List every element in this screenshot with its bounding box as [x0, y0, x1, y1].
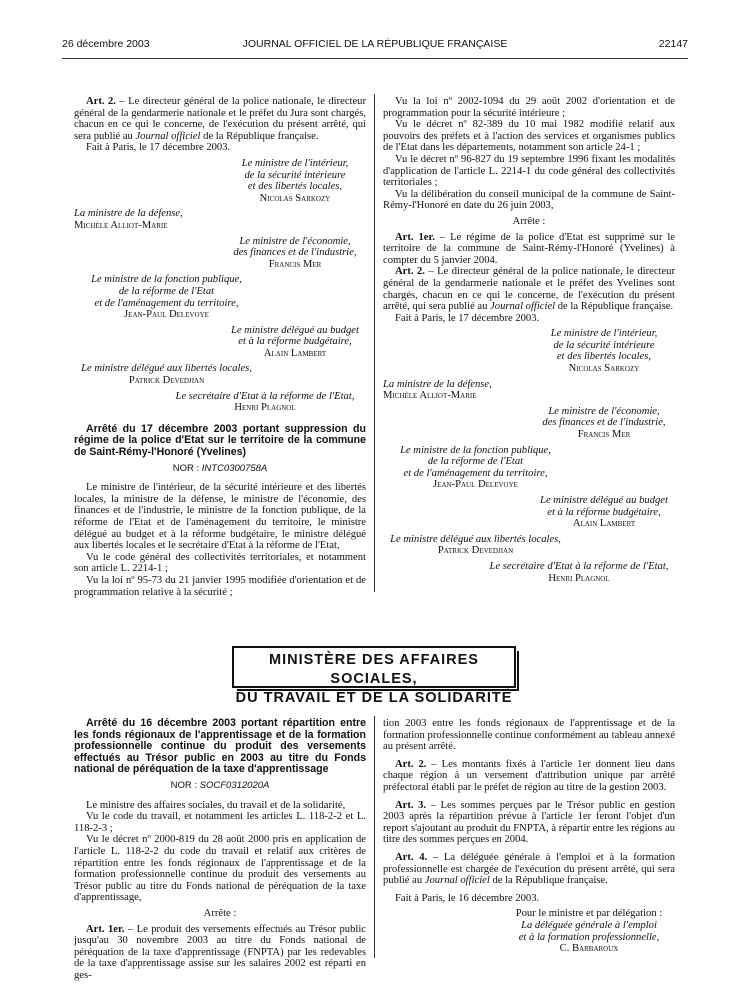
column-divider-top [374, 94, 375, 592]
signature-budget: Le ministre délégué au budget et à la réforme budgétaire, Alain Lambert [231, 324, 359, 359]
left-column-top [74, 96, 366, 598]
arrete-title: Arrêté du 16 décembre 2003 portant répartition entre les fonds régionaux de l'apprentissage et de la formation professionnelle continue du produit des versements effectués au Trésor public en 2003 au titre du Fonds national de péréquation de la taxe d'apprentissage [74, 717, 366, 776]
ministry-heading-line1: MINISTÈRE DES AFFAIRES SOCIALES, [269, 652, 479, 687]
visa-paragraph: Vu le code du travail, et notamment les articles L. 118-2-2 et L. 118-2-3 ; [74, 811, 366, 834]
nor-reference: NOR : SOCF0312020A [170, 779, 270, 791]
ministry-heading-box [232, 646, 516, 706]
signature-fonction-publique: Le ministre de la fonction publique, de la réforme de l'Etat et de l'aménagement du territoire, Jean-Paul Delevoye [400, 444, 551, 491]
visa-paragraph: Vu le décret nº 96-827 du 19 septembre 1996 fixant les modalités d'application de l'article L. 2214-1 du code général des collectivités territoriales ; [383, 153, 675, 189]
signature-fonction-publique: Le ministre de la fonction publique, de la réforme de l'Etat et de l'aménagement du territoire, Jean-Paul Delevoye [91, 274, 242, 321]
article-1-paragraph: Art. 1er. – Le régime de la police d'Etat est supprimé sur le territoire de la commune de Saint-Rémy-l'Honoré (Yvelines) à compter du 5 janvier 2004. [383, 231, 675, 266]
article-1-continuation: tion 2003 entre les fonds régionaux de l'apprentissage et de la formation professionnelle continue conformément au tableau annexé au présent arrêté. [383, 718, 675, 753]
ministry-heading-line2: DU TRAVAIL ET DE LA SOLIDARITÉ [235, 690, 513, 706]
fait-a-paris: Fait à Paris, le 17 décembre 2003. [395, 312, 540, 324]
page-header [62, 38, 688, 58]
arrete-title: Arrêté du 17 décembre 2003 portant suppression du régime de la police d'Etat sur le territoire de la commune de Saint-Rémy-l'Honoré (Yvelines) [74, 422, 366, 459]
fait-a-paris: Fait à Paris, le 16 décembre 2003. [395, 892, 540, 904]
signature-economie: Le ministre de l'économie, des finances et de l'industrie, Francis Mer [233, 235, 357, 270]
preamble-paragraph: Le ministre des affaires sociales, du travail et de la solidarité, [86, 799, 346, 811]
signature-budget: Le ministre délégué au budget et à la réforme budgétaire, Alain Lambert [540, 495, 668, 530]
signature-defense: La ministre de la défense, Michèle Alliot-Marie [74, 208, 183, 231]
visa-paragraph: Vu le décret nº 2000-819 du 28 août 2000 pris en application de l'article L. 118-2-2 du code du travail et relatif aux critères de répartition entre les fonds régionaux de l'apprentissage et de la formation professionnelle continue du produit des versements au Trésor public au titre du Fonds national de péréquation de la taxe d'apprentissage, [74, 834, 366, 904]
right-column-bottom [383, 718, 675, 955]
column-divider-bottom [374, 716, 375, 958]
visa-paragraph: Vu le décret nº 82-389 du 10 mai 1982 modifié relatif aux pouvoirs des préfets et à l'action des services et organismes publics de l'Etat dans les départements, notamment son article 24-1 ; [383, 119, 675, 154]
visa-paragraph: Vu le code général des collectivités territoriales, et notamment son article L. 2214-1 ; [74, 551, 366, 575]
article-4-paragraph: Art. 4. – La déléguée générale à l'emploi et à la formation professionnelle est chargée de l'exécution du présent arrêté, qui sera publié au Journal officiel de la République française. [383, 851, 675, 887]
header-rule [62, 58, 688, 59]
article-2-paragraph: Art. 2. – Les montants fixés à l'article 1er donnent lieu dans chaque région à un versement d'attribution unique par arrêté préfectoral établi par le préfet de région au titre de la gestion 2003. [383, 758, 675, 793]
signature-delegation: Pour le ministre et par délégation : La déléguée générale à l'emploi et à la formation professionnelle, C. Barbaroux [515, 908, 663, 955]
nor-reference: NOR : INTC0300758A [172, 462, 268, 474]
left-column-bottom [74, 718, 366, 981]
header-journal-title: JOURNAL OFFICIEL DE LA RÉPUBLIQUE FRANÇAISE [242, 38, 508, 50]
signature-interieur: Le ministre de l'intérieur, de la sécurité intérieure et des libertés locales, Nicolas Sarkozy [550, 328, 658, 375]
signature-reforme-etat: Le secrétaire d'Etat à la réforme de l'Etat, Henri Plagnol [175, 390, 355, 414]
signature-defense: La ministre de la défense, Michèle Alliot-Marie [383, 378, 492, 402]
signature-interieur: Le ministre de l'intérieur, de la sécurité intérieure et des libertés locales, Nicolas Sarkozy [241, 157, 349, 204]
visa-paragraph: Vu la délibération du conseil municipal de la commune de Saint-Rémy-l'Honoré en date du 26 juin 2003, [383, 188, 675, 212]
signature-reforme-etat: Le secrétaire d'Etat à la réforme de l'Etat, Henri Plagnol [489, 560, 669, 584]
signature-libertes-locales: Le ministre délégué aux libertés locales, Patrick Devedjian [81, 363, 252, 387]
header-date: 26 décembre 2003 [62, 38, 150, 50]
signature-economie: Le ministre de l'économie, des finances et de l'industrie, Francis Mer [542, 405, 666, 441]
visa-paragraph: Vu la loi nº 2002-1094 du 29 août 2002 d'orientation et de programmation pour la sécurité intérieure ; [383, 96, 675, 119]
article-label: Art. 2. [86, 96, 116, 107]
arrete-heading: Arrête : [512, 215, 546, 227]
header-page-number: 22147 [658, 38, 688, 50]
visa-paragraph: Vu la loi nº 95-73 du 21 janvier 1995 modifiée d'orientation et de programmation relative à la sécurité ; [74, 574, 366, 598]
preamble-paragraph: Le ministre de l'intérieur, de la sécurité intérieure et des libertés locales, la ministre de la défense, le ministre de l'économie, des finances et de l'industrie, le ministre de la fonction publique, de la réforme de l'Etat et de l'aménagement du territoire, le ministre délégué au budget et à la réforme budgétaire, le ministre délégué aux libertés locales et le secrétaire d'Etat à la réforme de l'Etat, [74, 482, 366, 552]
signature-libertes-locales: Le ministre délégué aux libertés locales, Patrick Devedjian [390, 533, 561, 557]
fait-a-paris: Fait à Paris, le 17 décembre 2003. [86, 142, 231, 154]
article-2-paragraph: Art. 2. – Le directeur général de la police nationale, le directeur général de la gendarmerie nationale et le préfet des Yvelines sont chargés, chacun en ce qui le concerne, de l'exécution du présent arrêté, qui sera publié au Journal officiel de la République française. [383, 266, 676, 313]
article-3-paragraph: Art. 3. – Les sommes perçues par le Trésor public en gestion 2003 après la répartition prévue à l'article 1er feront l'objet d'un report s'ajoutant au produit du FNPTA, à répartir entre les régions au titre des sommes perçues en 2004. [383, 799, 675, 846]
article-2-paragraph: Art. 2. – Le directeur général de la police nationale, le directeur général de la gendarmerie nationale et le préfet du Jura sont chargés, chacun en ce qui le concerne, de l'exécution du présent arrêté, qui sera publié au Journal officiel de la République française. [74, 96, 367, 142]
arrete-heading: Arrête : [203, 907, 237, 919]
article-1-paragraph: Art. 1er. – Le produit des versements effectués au Trésor public jusqu'au 30 novembre 2003 au titre du Fonds national de péréquation de la taxe d'apprentissage (FNPTA) par les redevables de la taxe d'apprentissage assise sur les salaires 2002 est réparti en ges- [74, 923, 366, 981]
right-column-top [383, 96, 675, 584]
